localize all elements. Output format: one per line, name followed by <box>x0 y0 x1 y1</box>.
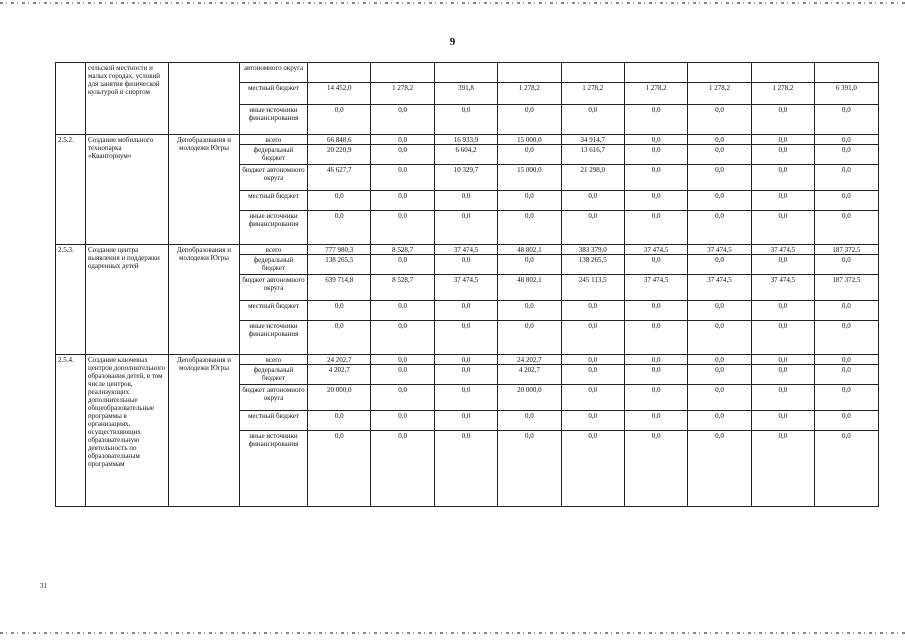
amount-cell: 0,0 <box>434 385 497 411</box>
amount-cell: 0,0 <box>434 431 497 507</box>
amount-cell: 245 113,5 <box>561 275 624 301</box>
amount-cell: 20 000,0 <box>498 385 561 411</box>
funding-source: всего <box>240 245 308 255</box>
amount-cell: 0,0 <box>498 301 561 321</box>
amount-cell: 37 474,5 <box>434 275 497 301</box>
table-row <box>56 355 879 365</box>
amount-cell: 777 980,3 <box>308 245 371 255</box>
amount-cell <box>815 63 878 83</box>
amount-cell: 0,0 <box>688 105 751 135</box>
amount-cell: 0,0 <box>815 165 878 191</box>
amount-cell: 0,0 <box>561 431 624 507</box>
amount-cell: 14 452,0 <box>308 83 371 105</box>
amount-cell: 0,0 <box>434 255 497 275</box>
amount-cell: 1 278,2 <box>561 83 624 105</box>
amount-cell: 0,0 <box>308 321 371 355</box>
amount-cell: 0,0 <box>434 105 497 135</box>
amount-cell: 0,0 <box>308 105 371 135</box>
responsible-org <box>169 63 240 135</box>
amount-cell: 0,0 <box>751 385 814 411</box>
amount-cell: 0,0 <box>751 321 814 355</box>
amount-cell: 383 379,0 <box>561 245 624 255</box>
amount-cell <box>371 63 434 83</box>
amount-cell: 46 627,7 <box>308 165 371 191</box>
row-number: 2.5.2. <box>56 135 86 245</box>
table-row <box>56 135 879 145</box>
amount-cell: 0,0 <box>815 191 878 211</box>
amount-cell: 0,0 <box>624 165 687 191</box>
responsible-org: Депобразования и молодежи Югры <box>169 245 240 355</box>
funding-source: автономного округа <box>240 63 308 83</box>
amount-cell: 1 278,2 <box>498 83 561 105</box>
amount-cell: 187 372,5 <box>815 245 878 255</box>
amount-cell <box>688 63 751 83</box>
amount-cell: 0,0 <box>751 411 814 431</box>
amount-cell: 0,0 <box>624 431 687 507</box>
amount-cell: 0,0 <box>434 355 497 365</box>
funding-source: федеральный бюджет <box>240 365 308 385</box>
amount-cell: 0,0 <box>624 255 687 275</box>
amount-cell: 0,0 <box>498 105 561 135</box>
amount-cell: 0,0 <box>434 365 497 385</box>
amount-cell: 0,0 <box>815 385 878 411</box>
amount-cell: 6 391,0 <box>815 83 878 105</box>
amount-cell: 24 202,7 <box>308 355 371 365</box>
amount-cell: 66 848,6 <box>308 135 371 145</box>
amount-cell: 0,0 <box>371 355 434 365</box>
measure-name: Создание ключевых центров дополнительного образования детей, в том числе центров, реализующих дополнительные общеобразовательные программы в организациях, осуществляющих образовательную деятельность по образовательным программам <box>86 355 169 507</box>
amount-cell: 0,0 <box>751 211 814 245</box>
table-row <box>56 63 879 83</box>
amount-cell <box>434 63 497 83</box>
funding-source: местный бюджет <box>240 83 308 105</box>
amount-cell: 37 474,5 <box>751 245 814 255</box>
amount-cell: 0,0 <box>371 411 434 431</box>
amount-cell: 0,0 <box>624 355 687 365</box>
amount-cell: 138 265,5 <box>561 255 624 275</box>
amount-cell: 37 474,5 <box>751 275 814 301</box>
page-number: 9 <box>449 36 456 48</box>
amount-cell: 0,0 <box>815 321 878 355</box>
amount-cell: 0,0 <box>498 145 561 165</box>
amount-cell: 0,0 <box>815 135 878 145</box>
amount-cell: 37 474,5 <box>624 275 687 301</box>
amount-cell: 0,0 <box>561 105 624 135</box>
amount-cell: 4 202,7 <box>308 365 371 385</box>
amount-cell: 0,0 <box>751 165 814 191</box>
amount-cell: 20 000,0 <box>308 385 371 411</box>
amount-cell: 0,0 <box>624 301 687 321</box>
funding-source: бюджет автономного округа <box>240 385 308 411</box>
amount-cell: 0,0 <box>688 431 751 507</box>
amount-cell: 0,0 <box>624 135 687 145</box>
amount-cell: 15 000,0 <box>498 165 561 191</box>
amount-cell: 0,0 <box>561 191 624 211</box>
amount-cell: 0,0 <box>688 385 751 411</box>
amount-cell: 0,0 <box>624 321 687 355</box>
amount-cell: 0,0 <box>371 135 434 145</box>
amount-cell: 37 474,5 <box>434 245 497 255</box>
responsible-org: Депобразования и молодежи Югры <box>169 355 240 507</box>
amount-cell: 0,0 <box>371 301 434 321</box>
amount-cell: 0,0 <box>498 431 561 507</box>
amount-cell: 0,0 <box>688 321 751 355</box>
amount-cell: 13 616,7 <box>561 145 624 165</box>
amount-cell: 6 604,2 <box>434 145 497 165</box>
measure-name: Создание центра выявления и поддержки одаренных детей <box>86 245 169 355</box>
amount-cell: 0,0 <box>434 411 497 431</box>
amount-cell: 0,0 <box>371 365 434 385</box>
funding-source: местный бюджет <box>240 301 308 321</box>
amount-cell: 0,0 <box>688 255 751 275</box>
amount-cell: 0,0 <box>561 301 624 321</box>
amount-cell: 0,0 <box>688 301 751 321</box>
amount-cell: 10 329,7 <box>434 165 497 191</box>
amount-cell: 8 528,7 <box>371 245 434 255</box>
amount-cell: 0,0 <box>751 431 814 507</box>
budget-table <box>55 62 879 507</box>
amount-cell: 1 278,2 <box>624 83 687 105</box>
funding-source: федеральный бюджет <box>240 255 308 275</box>
amount-cell: 0,0 <box>371 105 434 135</box>
row-number: 2.5.3. <box>56 245 86 355</box>
amount-cell <box>561 63 624 83</box>
amount-cell: 0,0 <box>308 191 371 211</box>
scan-artifact-bottom <box>0 632 905 634</box>
amount-cell: 0,0 <box>624 145 687 165</box>
row-number: 2.5.4. <box>56 355 86 507</box>
amount-cell: 0,0 <box>688 411 751 431</box>
funding-source: всего <box>240 355 308 365</box>
amount-cell: 4 202,7 <box>498 365 561 385</box>
amount-cell: 0,0 <box>751 365 814 385</box>
funding-source: федеральный бюджет <box>240 145 308 165</box>
amount-cell: 20 220,9 <box>308 145 371 165</box>
funding-source: иные источники финансирования <box>240 431 308 507</box>
measure-name: сельской местности и малых городах, условий для занятия физической культурой и спортом <box>86 63 169 135</box>
scan-artifact-top <box>0 2 905 4</box>
row-number <box>56 63 86 135</box>
amount-cell: 0,0 <box>751 135 814 145</box>
amount-cell: 0,0 <box>561 321 624 355</box>
amount-cell: 0,0 <box>815 211 878 245</box>
amount-cell: 0,0 <box>498 321 561 355</box>
amount-cell: 1 278,2 <box>688 83 751 105</box>
amount-cell: 37 474,5 <box>624 245 687 255</box>
table-row <box>56 245 879 255</box>
measure-name: Создание мобильного технопарка «Кванториум» <box>86 135 169 245</box>
amount-cell: 138 265,5 <box>308 255 371 275</box>
amount-cell: 0,0 <box>688 135 751 145</box>
amount-cell: 0,0 <box>308 431 371 507</box>
amount-cell: 0,0 <box>434 301 497 321</box>
funding-source: местный бюджет <box>240 191 308 211</box>
amount-cell: 0,0 <box>561 385 624 411</box>
amount-cell: 0,0 <box>688 145 751 165</box>
amount-cell: 0,0 <box>815 255 878 275</box>
amount-cell: 37 474,5 <box>688 275 751 301</box>
amount-cell: 0,0 <box>624 365 687 385</box>
amount-cell: 0,0 <box>561 211 624 245</box>
amount-cell: 0,0 <box>688 191 751 211</box>
amount-cell: 0,0 <box>371 145 434 165</box>
amount-cell: 0,0 <box>498 211 561 245</box>
amount-cell: 0,0 <box>751 191 814 211</box>
amount-cell: 21 298,0 <box>561 165 624 191</box>
amount-cell: 0,0 <box>434 321 497 355</box>
amount-cell: 0,0 <box>371 255 434 275</box>
amount-cell: 1 278,2 <box>371 83 434 105</box>
amount-cell: 0,0 <box>688 165 751 191</box>
funding-source: иные источники финансирования <box>240 105 308 135</box>
amount-cell: 391,8 <box>434 83 497 105</box>
amount-cell: 0,0 <box>371 165 434 191</box>
amount-cell: 37 474,5 <box>688 245 751 255</box>
amount-cell: 0,0 <box>308 211 371 245</box>
amount-cell: 0,0 <box>688 365 751 385</box>
amount-cell: 0,0 <box>751 355 814 365</box>
amount-cell: 0,0 <box>498 191 561 211</box>
amount-cell: 0,0 <box>561 355 624 365</box>
amount-cell: 0,0 <box>561 365 624 385</box>
amount-cell: 0,0 <box>308 411 371 431</box>
amount-cell: 639 714,8 <box>308 275 371 301</box>
amount-cell: 24 202,7 <box>498 355 561 365</box>
amount-cell: 0,0 <box>815 105 878 135</box>
amount-cell <box>308 63 371 83</box>
amount-cell: 8 528,7 <box>371 275 434 301</box>
amount-cell: 0,0 <box>815 355 878 365</box>
amount-cell: 0,0 <box>815 431 878 507</box>
amount-cell: 0,0 <box>688 211 751 245</box>
amount-cell: 0,0 <box>624 105 687 135</box>
amount-cell <box>498 63 561 83</box>
amount-cell: 0,0 <box>561 411 624 431</box>
amount-cell: 0,0 <box>371 385 434 411</box>
amount-cell: 0,0 <box>751 301 814 321</box>
amount-cell: 0,0 <box>624 411 687 431</box>
amount-cell: 0,0 <box>434 191 497 211</box>
amount-cell: 48 802,1 <box>498 245 561 255</box>
amount-cell <box>624 63 687 83</box>
amount-cell: 1 278,2 <box>751 83 814 105</box>
footer-number: 31 <box>40 582 47 590</box>
amount-cell: 0,0 <box>624 385 687 411</box>
amount-cell: 0,0 <box>434 211 497 245</box>
responsible-org: Депобразования и молодежи Югры <box>169 135 240 245</box>
amount-cell: 0,0 <box>371 211 434 245</box>
amount-cell: 0,0 <box>371 191 434 211</box>
funding-source: бюджет автономного округа <box>240 275 308 301</box>
funding-source: местный бюджет <box>240 411 308 431</box>
funding-source: иные источники финансирования <box>240 211 308 245</box>
amount-cell: 34 914,7 <box>561 135 624 145</box>
amount-cell: 0,0 <box>498 255 561 275</box>
funding-source: всего <box>240 135 308 145</box>
amount-cell: 0,0 <box>751 145 814 165</box>
amount-cell: 0,0 <box>688 355 751 365</box>
funding-source: бюджет автономного округа <box>240 165 308 191</box>
amount-cell: 48 802,1 <box>498 275 561 301</box>
amount-cell: 0,0 <box>371 321 434 355</box>
amount-cell: 0,0 <box>498 411 561 431</box>
amount-cell: 0,0 <box>308 301 371 321</box>
amount-cell: 0,0 <box>815 145 878 165</box>
amount-cell: 16 933,9 <box>434 135 497 145</box>
amount-cell: 0,0 <box>815 301 878 321</box>
amount-cell: 0,0 <box>624 191 687 211</box>
amount-cell: 0,0 <box>371 431 434 507</box>
amount-cell: 0,0 <box>751 255 814 275</box>
amount-cell: 0,0 <box>751 105 814 135</box>
amount-cell: 0,0 <box>624 211 687 245</box>
funding-source: иные источники финансирования <box>240 321 308 355</box>
amount-cell: 15 000,0 <box>498 135 561 145</box>
amount-cell: 187 372,5 <box>815 275 878 301</box>
amount-cell: 0,0 <box>815 411 878 431</box>
amount-cell: 0,0 <box>815 365 878 385</box>
amount-cell <box>751 63 814 83</box>
